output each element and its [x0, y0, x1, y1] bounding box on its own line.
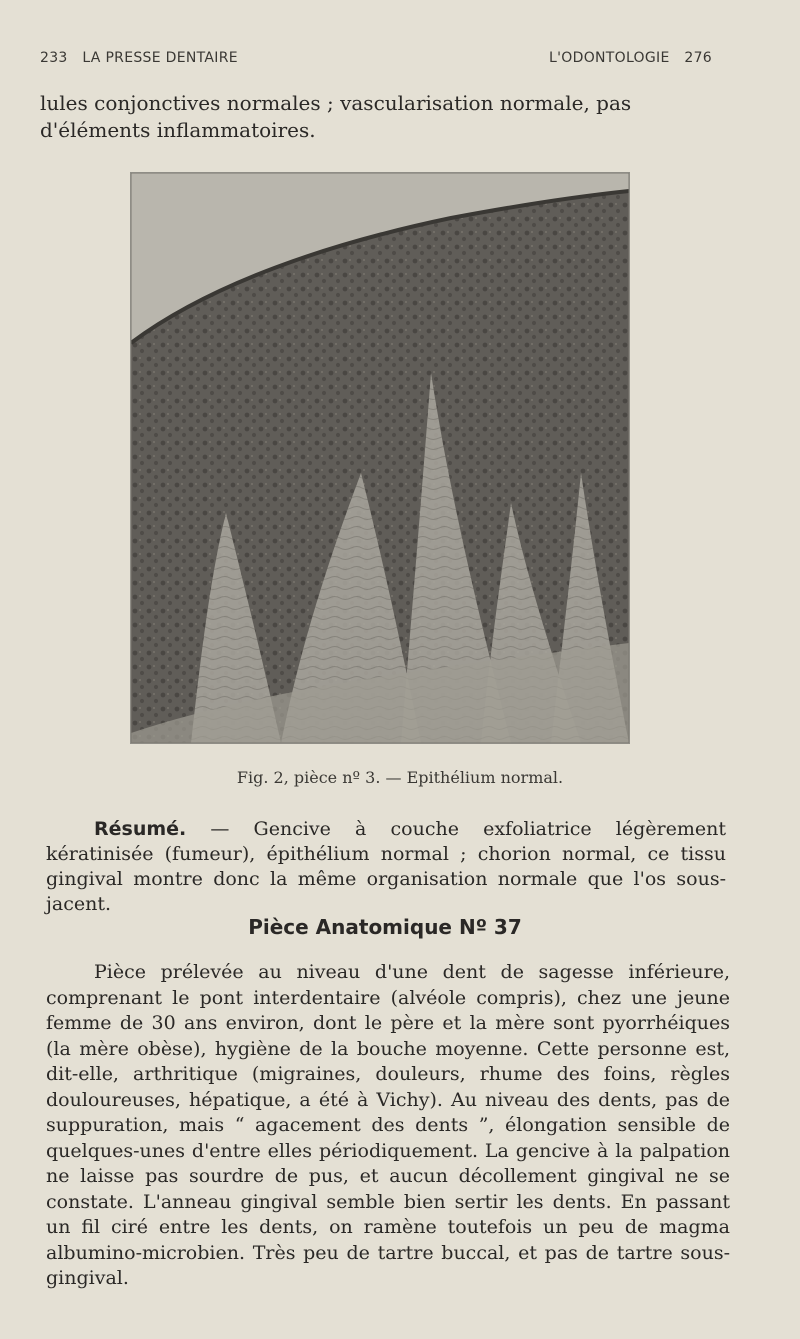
resume-text: — Gencive à couche exfoliatrice légèrement kératinisée (fumeur), épithélium normal ; chorion normal, ce tissu gingival montre donc la même organisation normale que l'os sous-jacent.	[46, 818, 726, 915]
page-number-left: 233	[40, 50, 68, 66]
running-header	[40, 50, 712, 66]
header-left	[40, 50, 248, 66]
header-right	[549, 50, 712, 66]
page-number-right: 276	[684, 50, 712, 66]
journal-name-left: LA PRESSE DENTAIRE	[82, 50, 238, 66]
resume-paragraph	[46, 817, 726, 917]
figure-caption: Fig. 2, pièce nº 3. — Epithélium normal.	[236, 768, 564, 787]
section-title: Pièce Anatomique Nº 37	[248, 915, 522, 939]
histology-figure	[130, 172, 630, 744]
intro-paragraph: lules conjonctives normales ; vascularisation normale, pas d'éléments inflammatoires.	[40, 91, 632, 142]
resume-label: Résumé.	[94, 818, 187, 840]
journal-name-right: L'ODONTOLOGIE	[549, 50, 670, 66]
micrograph-image	[131, 173, 629, 743]
body-paragraph: Pièce prélevée au niveau d'une dent de sagesse inférieure, comprenant le pont interdentaire (alvéole compris), chez une jeune femme de 30 ans environ, dont le père et la mère sont pyorrhéiques (la mère obèse), hygiène de la bouche moyenne. Cette personne est, dit-elle, arthritique (migraines, douleurs, rhume des foins, règles douloureuses, hépatique, a été à Vichy). Au niveau des dents, pas de suppuration, mais “ agacement des dents ”, élongation sensible de quelques-unes d'entre elles périodiquement. La gencive à la palpation ne laisse pas sourdre de pus, et aucun décollement gingival ne se constate. L'anneau gingival semble bien sertir les dents. En passant un fil ciré entre les dents, on ramène toutefois un peu de magma albumino-microbien. Très peu de tartre buccal, et pas de tartre sous-gingival.	[46, 961, 730, 1289]
